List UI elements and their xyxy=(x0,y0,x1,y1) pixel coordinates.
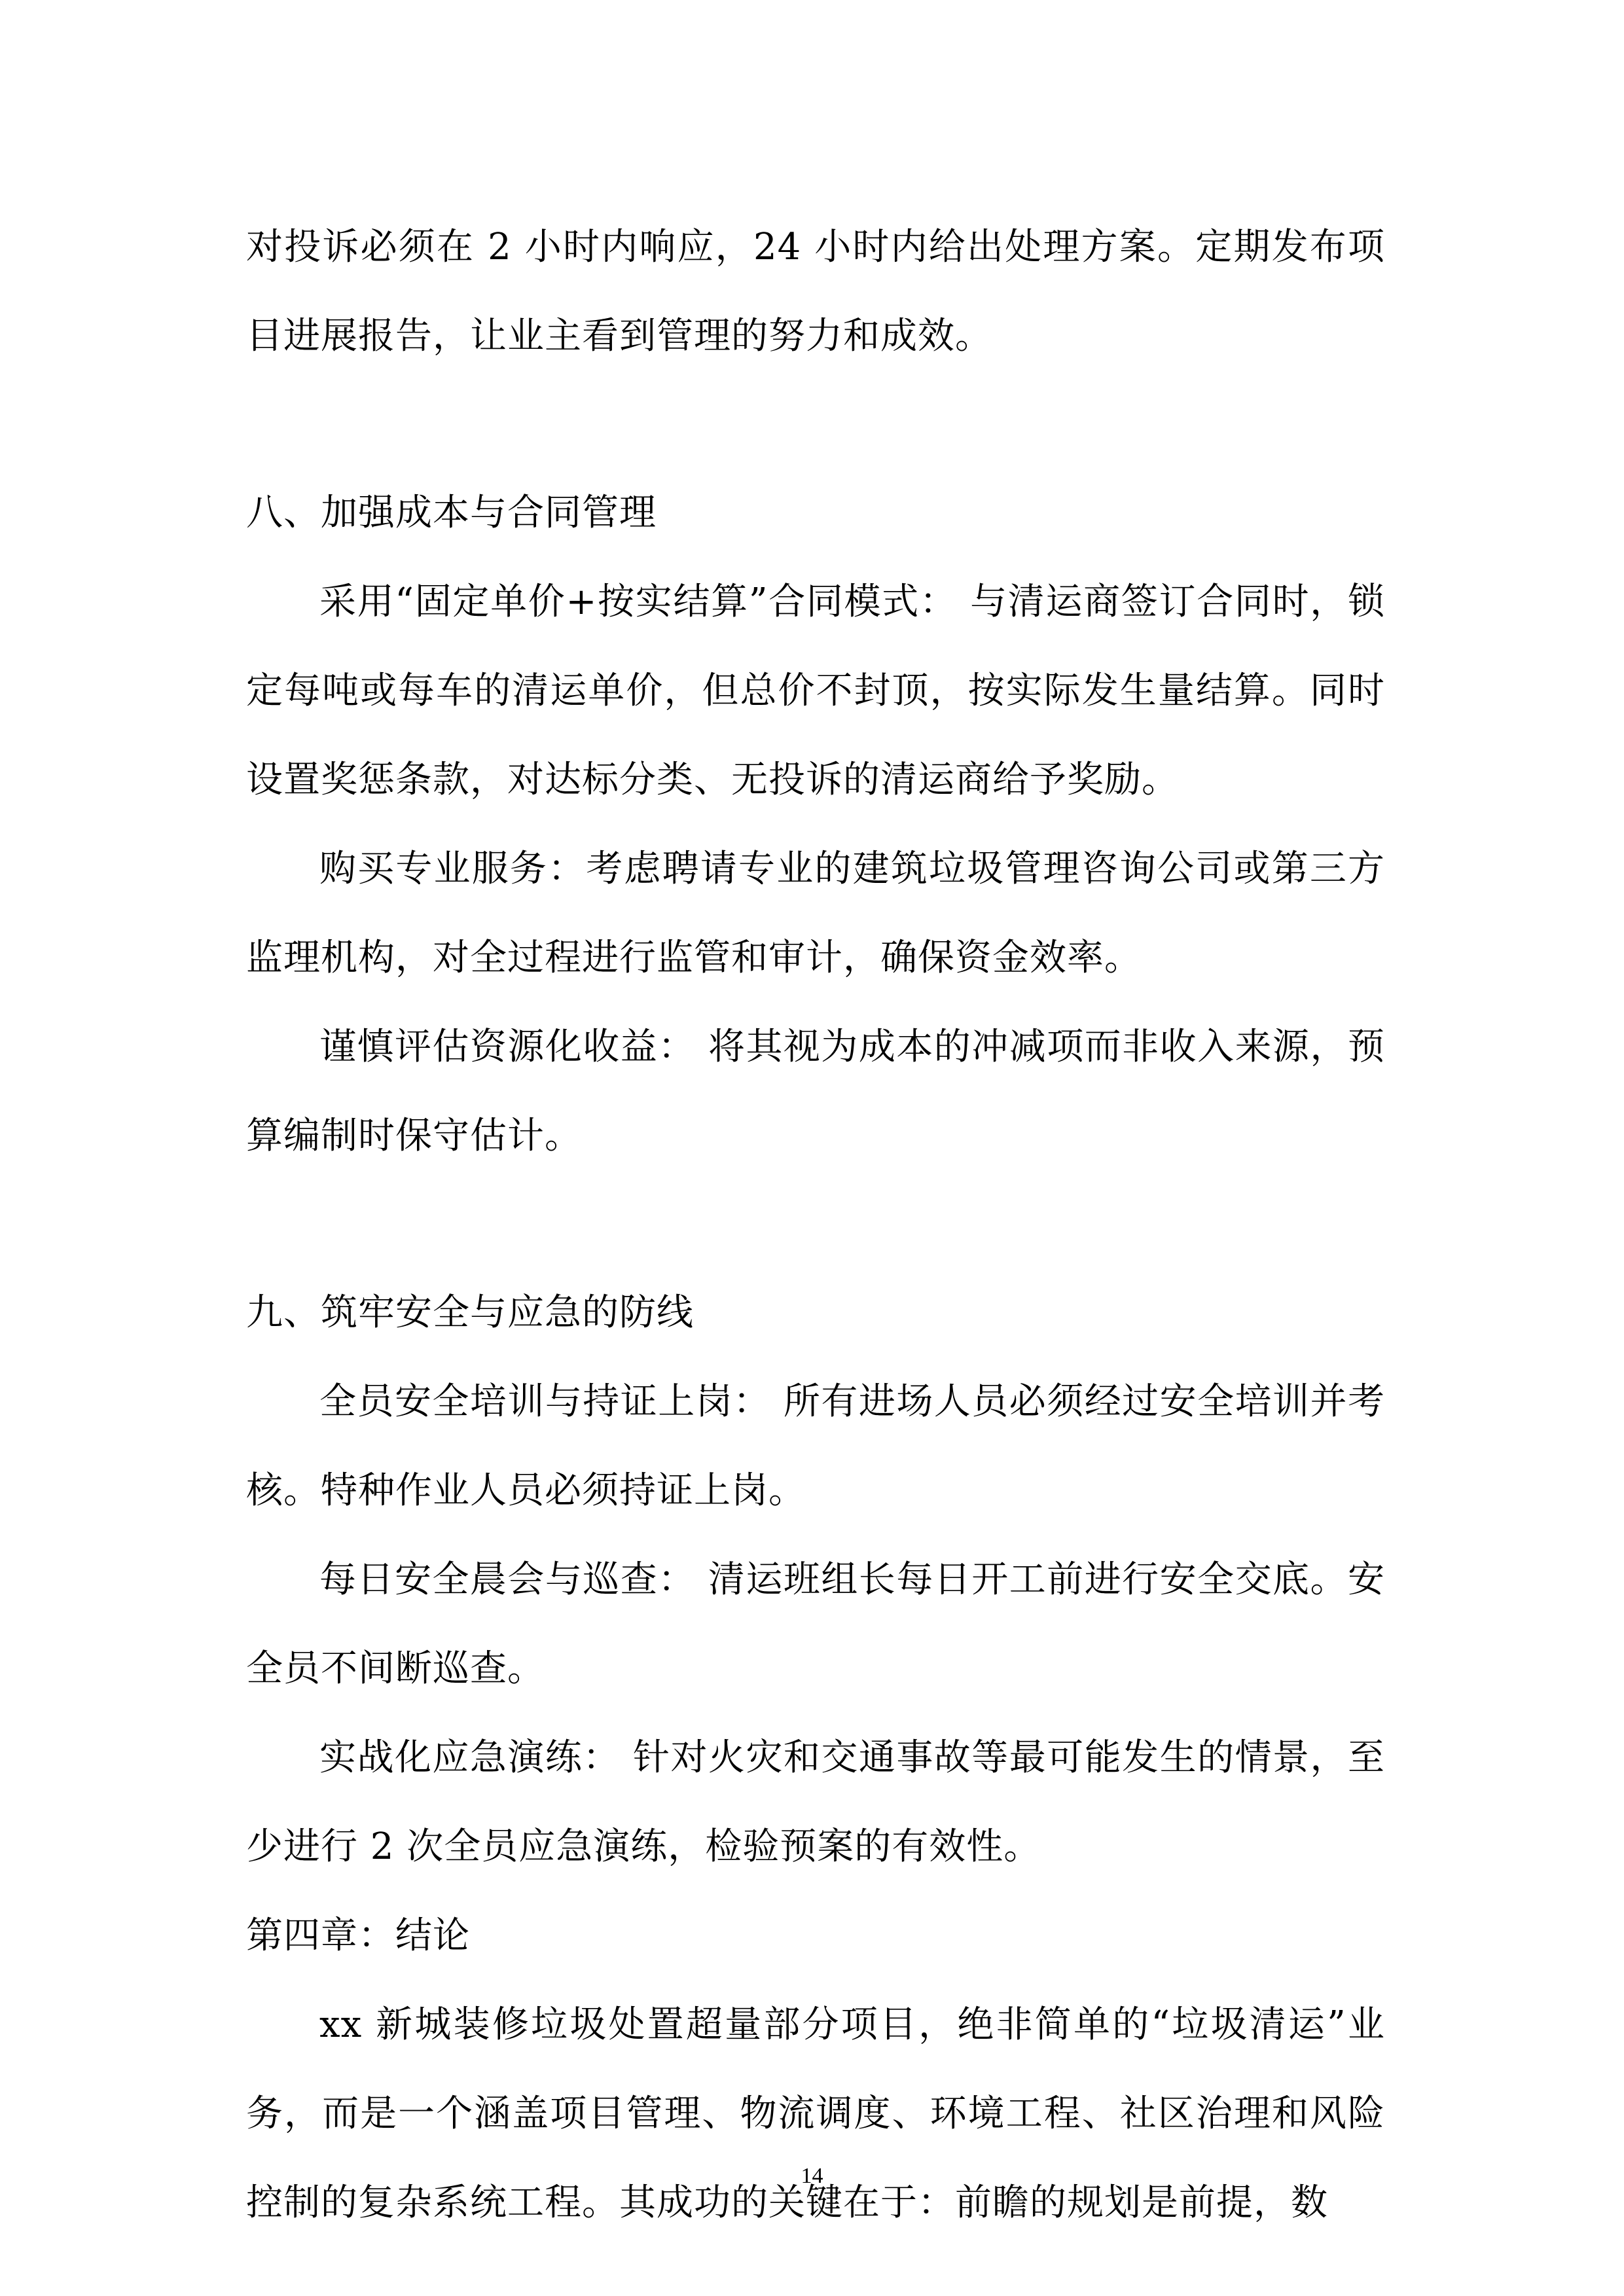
page-number: 14 xyxy=(801,2164,823,2188)
paragraph-resource-revenue: 谨慎评估资源化收益： 将其视为成本的冲减项而非收入来源，预算编制时保守估计。 xyxy=(246,1026,1385,1157)
section-heading-cost-contract: 八、加强成本与合同管理 xyxy=(246,492,657,534)
paragraph-conclusion: xx 新城装修垃圾处置超量部分项目，绝非简单的“垃圾清运”业务，而是一个涵盖项目管理、物流调度、环境工程、社区治理和风险控制的复杂系统工程。其成功的关键在于：前瞻的规划是前提，数 xyxy=(246,2003,1385,2224)
paragraph-complaint-response: 对投诉必须在 2 小时内响应，24 小时内给出处理方案。定期发布项目进展报告，让业主看到管理的努力和成效。 xyxy=(246,226,1385,357)
paragraph-contract-model: 采用“固定单价+按实结算”合同模式： 与清运商签订合同时，锁定每吨或每车的清运单价，但总价不封顶，按实际发生量结算。同时设置奖惩条款，对达标分类、无投诉的清运商给予奖励。 xyxy=(246,581,1385,801)
paragraph-daily-safety-meeting: 每日安全晨会与巡查： 清运班组长每日开工前进行安全交底。安全员不间断巡查。 xyxy=(246,1558,1385,1690)
paragraph-professional-services: 购买专业服务：考虑聘请专业的建筑垃圾管理咨询公司或第三方监理机构，对全过程进行监管和审计，确保资金效率。 xyxy=(246,848,1385,979)
page-body xyxy=(246,203,1385,2248)
paragraph-safety-training: 全员安全培训与持证上岗： 所有进场人员必须经过安全培训并考核。特种作业人员必须持证上岗。 xyxy=(246,1380,1385,1512)
section-heading-safety-emergency: 九、筑牢安全与应急的防线 xyxy=(246,1291,694,1334)
paragraph-emergency-drill: 实战化应急演练： 针对火灾和交通事故等最可能发生的情景，至少进行 2 次全员应急演练，检验预案的有效性。 xyxy=(246,1736,1385,1868)
chapter-heading-conclusion: 第四章：结论 xyxy=(246,1914,470,1957)
